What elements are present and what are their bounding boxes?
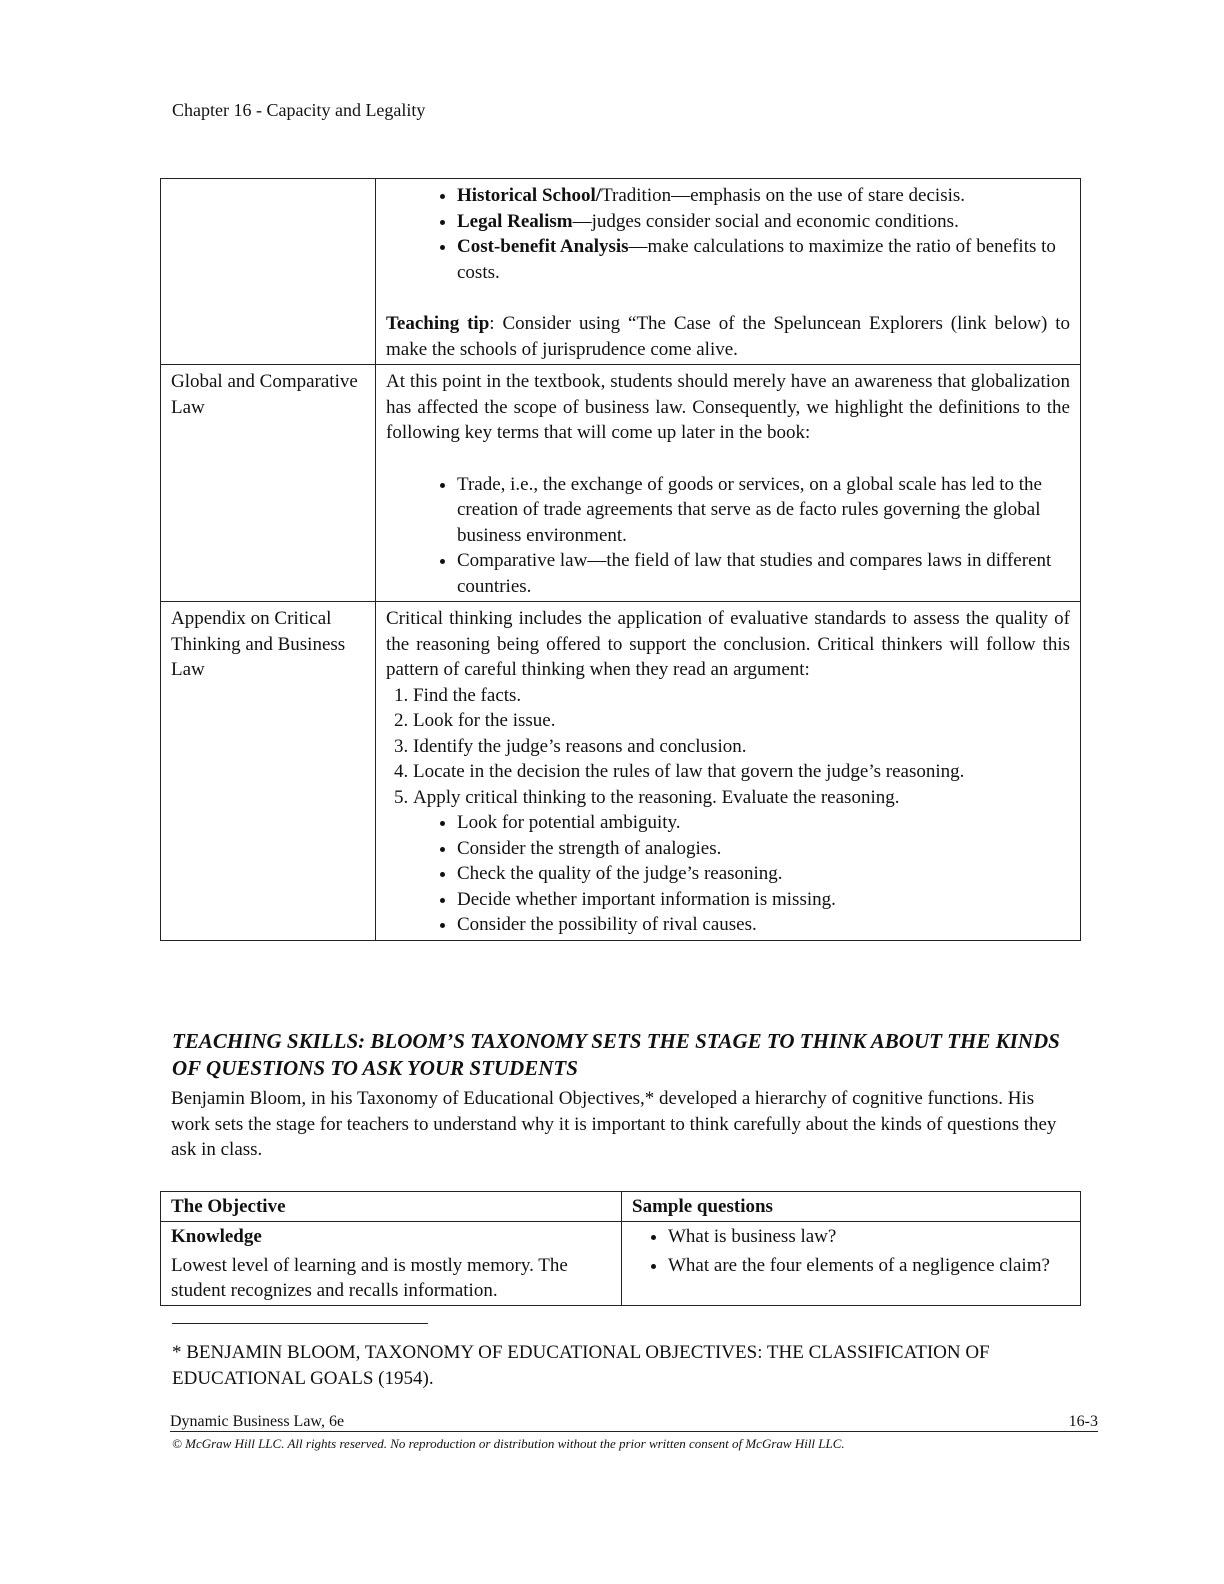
list-item: • Look for potential ambiguity. — [457, 810, 1070, 836]
list-item: • Historical School/Tradition—emphasis on the use of stare decisis. — [457, 183, 1070, 209]
table-header-row — [161, 1192, 1081, 1222]
column-header: Sample questions — [622, 1192, 1081, 1222]
teaching-tip: Teaching tip: Consider using “The Case of the Speluncean Explorers (link below) to make the schools of jurisprudence come alive. — [386, 313, 1070, 360]
list-item: 1. Find the facts. — [413, 683, 1070, 709]
content-cell — [376, 365, 1081, 602]
list-item: • What are the four elements of a negligence claim? — [668, 1253, 1070, 1278]
list-item: • Legal Realism—judges consider social and economic conditions. — [457, 209, 1070, 235]
steps-list — [386, 683, 1070, 811]
list-item: • Trade, i.e., the exchange of goods or services, on a global scale has led to the creation of trade agreements that serve as de facto rules governing the global business environment. — [457, 472, 1070, 549]
list-item: 4. Locate in the decision the rules of law that govern the judge’s reasoning. — [413, 759, 1070, 785]
footnote-separator — [172, 1323, 428, 1324]
content-cell — [376, 179, 1081, 365]
page-number: 16-3 — [1068, 1413, 1098, 1430]
lecture-notes-table — [160, 178, 1081, 941]
evaluation-list — [386, 810, 1070, 938]
table-row — [161, 602, 1081, 941]
objective-cell — [161, 1222, 622, 1306]
paragraph: Critical thinking includes the application of evaluative standards to assess the quality of the reasoning being offered to support the conclusion. Critical thinkers will follow this pattern of careful thinking when they read an argument: — [386, 608, 1070, 680]
objective-name: Knowledge — [171, 1226, 262, 1247]
list-item: 5. Apply critical thinking to the reasoning. Evaluate the reasoning. — [413, 785, 1070, 811]
content-cell — [376, 602, 1081, 941]
list-item: 3. Identify the judge’s reasons and conclusion. — [413, 734, 1070, 760]
questions-cell — [622, 1222, 1081, 1306]
list-item: • Cost-benefit Analysis—make calculations to maximize the ratio of benefits to costs. — [457, 234, 1070, 285]
list-item: • Check the quality of the judge’s reasoning. — [457, 861, 1070, 887]
list-item: • What is business law? — [668, 1224, 1070, 1249]
bloom-table — [160, 1191, 1081, 1306]
list-item: • Consider the strength of analogies. — [457, 836, 1070, 862]
section-title: TEACHING SKILLS: BLOOM’S TAXONOMY SETS THE STAGE TO THINK ABOUT THE KINDS OF QUESTIONS TO ASK YOUR STUDENTS — [172, 1029, 1060, 1080]
questions-list — [632, 1224, 1070, 1278]
objective-description: Lowest level of learning and is mostly memory. The student recognizes and recalls information. — [171, 1255, 568, 1301]
copyright-notice: © McGraw Hill LLC. All rights reserved. No reproduction or distribution without the prior written consent of McGraw Hill LLC. — [172, 1436, 845, 1451]
chapter-header: Chapter 16 - Capacity and Legality — [172, 100, 426, 120]
topic-cell — [161, 179, 376, 365]
page-footer — [170, 1413, 1098, 1432]
section-intro: Benjamin Bloom, in his Taxonomy of Educational Objectives,* developed a hierarchy of cognitive functions. His work sets the stage for teachers to understand why it is important to think carefully about the kinds of questions they ask in class. — [171, 1088, 1057, 1160]
list-item: • Comparative law—the field of law that studies and compares laws in different countries. — [457, 548, 1070, 599]
paragraph: At this point in the textbook, students should merely have an awareness that globalization has affected the scope of business law. Consequently, we highlight the definitions to the following key terms that will come up later in the book: — [386, 371, 1070, 443]
footnote: * BENJAMIN BLOOM, TAXONOMY OF EDUCATIONAL OBJECTIVES: THE CLASSIFICATION OF EDUCATIONAL GOALS (1954). — [172, 1342, 990, 1389]
column-header: The Objective — [161, 1192, 622, 1222]
schools-list — [386, 183, 1070, 285]
list-item: 2. Look for the issue. — [413, 708, 1070, 734]
book-title: Dynamic Business Law, 6e — [170, 1413, 345, 1430]
topic-cell: Appendix on Critical Thinking and Business Law — [161, 602, 376, 941]
terms-list — [386, 472, 1070, 600]
table-row — [161, 365, 1081, 602]
table-row — [161, 179, 1081, 365]
table-row — [161, 1222, 1081, 1306]
topic-cell: Global and Comparative Law — [161, 365, 376, 602]
list-item: • Decide whether important information is missing. — [457, 887, 1070, 913]
list-item: • Consider the possibility of rival causes. — [457, 912, 1070, 938]
